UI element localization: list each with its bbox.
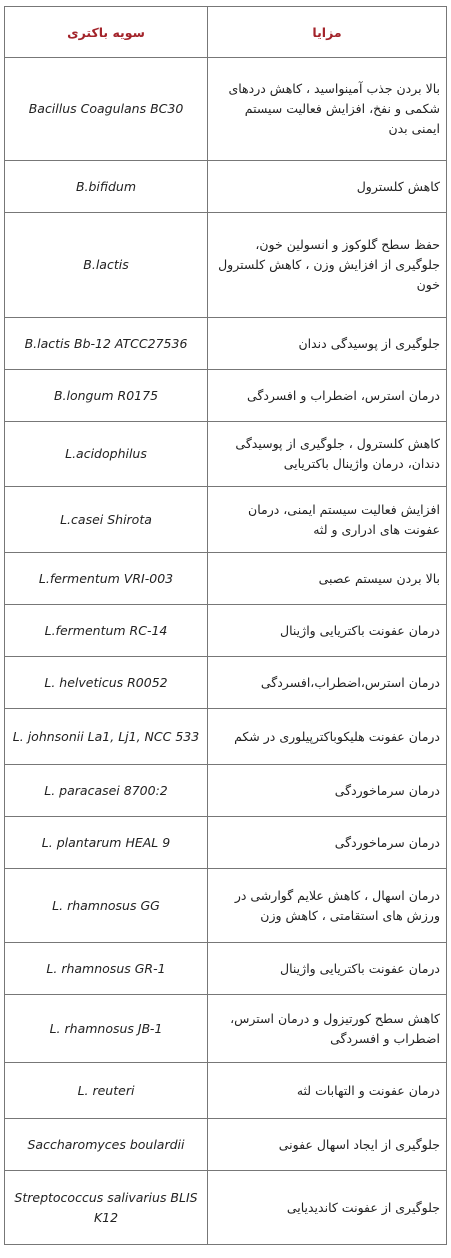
table-body — [5, 58, 447, 1245]
strain-cell: L. rhamnosus JB-1 — [5, 995, 208, 1063]
benefit-cell: کاهش کلسترول ، جلوگیری از پوسیدگی دندان، درمان واژینال باکتریایی — [208, 422, 447, 487]
strain-cell: B.longum R0175 — [5, 370, 208, 422]
strain-cell: L. rhamnosus GG — [5, 869, 208, 943]
strain-cell: L. helveticus R0052 — [5, 657, 208, 709]
benefit-cell: کاهش کلسترول — [208, 161, 447, 213]
table-row — [5, 553, 447, 605]
table-row — [5, 1171, 447, 1245]
table-row — [5, 869, 447, 943]
strain-cell: Saccharomyces boulardii — [5, 1119, 208, 1171]
table-row — [5, 995, 447, 1063]
probiotic-table — [4, 6, 447, 1245]
benefit-cell: درمان عفونت و التهابات لثه — [208, 1063, 447, 1119]
strain-cell: L.casei Shirota — [5, 487, 208, 553]
table-row — [5, 487, 447, 553]
benefit-cell: درمان عفونت باکتریایی واژینال — [208, 605, 447, 657]
benefit-cell: درمان سرماخوردگی — [208, 817, 447, 869]
table-row — [5, 605, 447, 657]
benefit-cell: جلوگیری از عفونت کاندیدیایی — [208, 1171, 447, 1245]
strain-cell: B.bifidum — [5, 161, 208, 213]
table-row — [5, 657, 447, 709]
table-row — [5, 709, 447, 765]
header-benefits: مزایا — [208, 7, 447, 58]
strain-cell: L.fermentum VRI-003 — [5, 553, 208, 605]
table-row — [5, 1063, 447, 1119]
table-row — [5, 213, 447, 318]
benefit-cell: افزایش فعالیت سیستم ایمنی، درمان عفونت های ادراری و لثه — [208, 487, 447, 553]
strain-cell: L. plantarum HEAL 9 — [5, 817, 208, 869]
benefit-cell: درمان استرس، اضطراب و افسردگی — [208, 370, 447, 422]
table-row — [5, 318, 447, 370]
strain-cell: L.fermentum RC-14 — [5, 605, 208, 657]
table-header-row — [5, 7, 447, 58]
strain-cell: L.acidophilus — [5, 422, 208, 487]
benefit-cell: درمان سرماخوردگی — [208, 765, 447, 817]
strain-cell: B.lactis Bb-12 ATCC27536 — [5, 318, 208, 370]
strain-cell: Streptococcus salivarius BLIS K12 — [5, 1171, 208, 1245]
table-row — [5, 943, 447, 995]
benefit-cell: کاهش سطح کورتیزول و درمان استرس، اضطراب و افسردگی — [208, 995, 447, 1063]
benefit-cell: جلوگیری از ایجاد اسهال عفونی — [208, 1119, 447, 1171]
benefit-cell: درمان استرس،اضطراب،افسردگی — [208, 657, 447, 709]
table-row — [5, 765, 447, 817]
table-row — [5, 817, 447, 869]
strain-cell: L. rhamnosus GR-1 — [5, 943, 208, 995]
table-row — [5, 422, 447, 487]
strain-cell: Bacillus Coagulans BC30 — [5, 58, 208, 161]
benefit-cell: حفظ سطح گلوکوز و انسولین خون، جلوگیری از افزایش وزن ، کاهش کلسترول خون — [208, 213, 447, 318]
benefit-cell: درمان عفونت هلیکوباکترپیلوری در شکم — [208, 709, 447, 765]
table-row — [5, 161, 447, 213]
strain-cell: L. reuteri — [5, 1063, 208, 1119]
strain-cell: L. paracasei 8700:2 — [5, 765, 208, 817]
benefit-cell: درمان عفونت باکتریایی واژینال — [208, 943, 447, 995]
benefit-cell: درمان اسهال ، کاهش علایم گوارشی در ورزش های استقامتی ، کاهش وزن — [208, 869, 447, 943]
strain-cell: B.lactis — [5, 213, 208, 318]
table-row — [5, 370, 447, 422]
benefit-cell: بالا بردن جذب آمینواسید ، کاهش دردهای شکمی و نفخ، افزایش فعالیت سیستم ایمنی بدن — [208, 58, 447, 161]
table-row — [5, 58, 447, 161]
table-row — [5, 1119, 447, 1171]
strain-cell: L. johnsonii La1, Lj1, NCC 533 — [5, 709, 208, 765]
benefit-cell: جلوگیری از پوسیدگی دندان — [208, 318, 447, 370]
benefit-cell: بالا بردن سیستم عصبی — [208, 553, 447, 605]
header-strain: سویه باکتری — [5, 7, 208, 58]
